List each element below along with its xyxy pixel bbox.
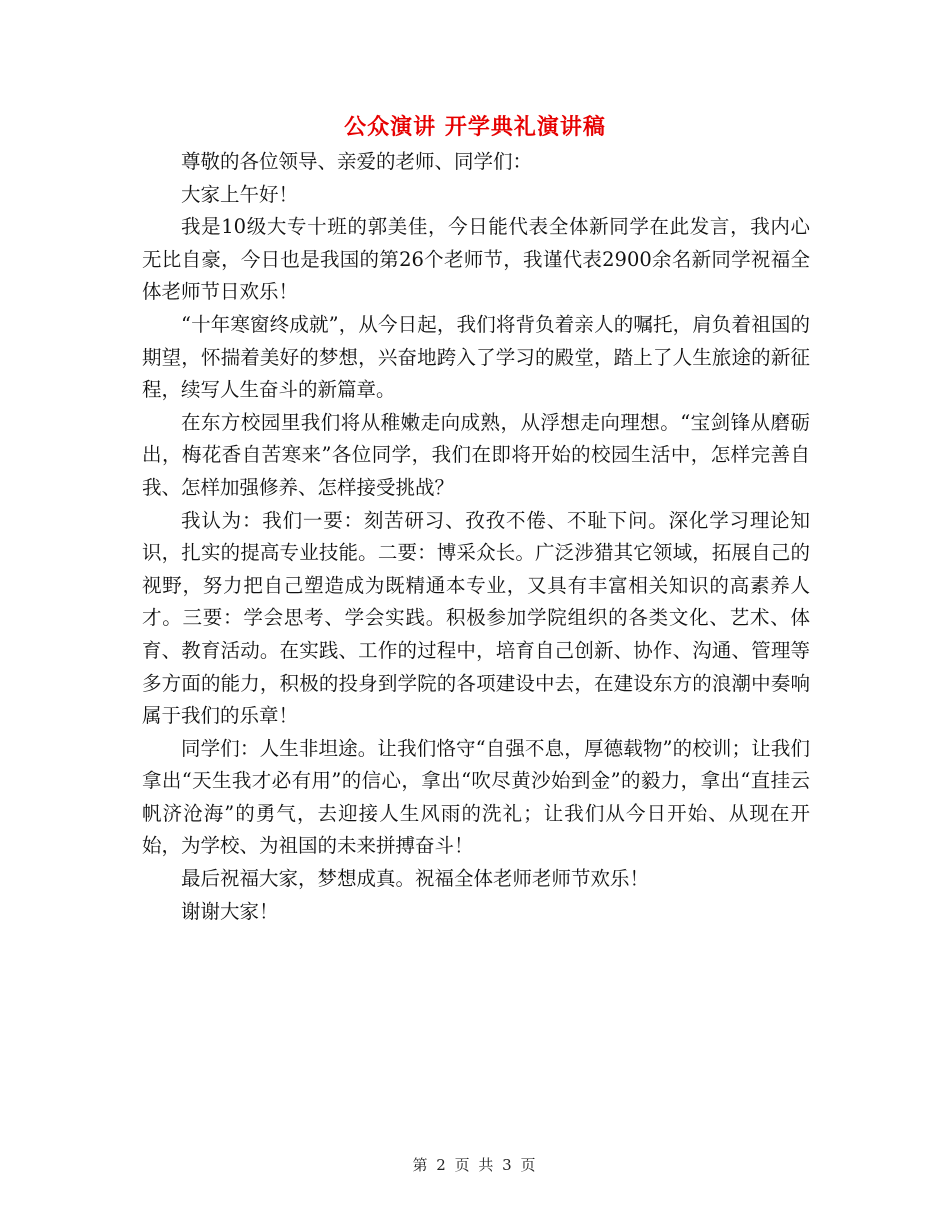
paragraph-three-points: 我认为：我们一要：刻苦研习、孜孜不倦、不耻下问。深化学习理论知识，扎实的提高专业技能。二要：博采众长。广泛涉猎其它领域，拓展自己的视野，努力把自己塑造成为既精通本专业，又具有丰富相关知识的高素养人才。三要：学会思考、学会实践。积极参加学院组织的各类文化、艺术、体育、教育活动。在实践、工作的过程中，培育自己创新、协作、沟通、管理等多方面的能力，积极的投身到学院的各项建设中去，在建设东方的浪潮中奏响属于我们的乐章！ (142, 508, 810, 728)
document-title: 公众演讲 开学典礼演讲稿 (344, 115, 606, 140)
paragraph-closing-wishes: 最后祝福大家，梦想成真。祝福全体老师老师节欢乐！ (181, 867, 650, 891)
paragraph-thanks: 谢谢大家！ (181, 899, 279, 923)
document-body (142, 146, 810, 928)
greeting: 大家上午好！ (181, 182, 299, 206)
page-number-footer: 第 2 页 共 3 页 (412, 1156, 538, 1174)
paragraph-call-to-action: 同学们：人生非坦途。让我们恪守“自强不息，厚德载物”的校训；让我们拿出“天生我才必有用”的信心，拿出“吹尽黄沙始到金”的毅力，拿出“直挂云帆济沧海”的勇气，去迎接人生风雨的洗礼；让我们从今日开始、从现在开始，为学校、为祖国的未来拼搏奋斗！ (142, 736, 810, 858)
paragraph-introduction: 我是10级大专十班的郭美佳，今日能代表全体新同学在此发言，我内心无比自豪，今日也是我国的第26个老师节，我谨代表2900余名新同学祝福全体老师节日欢乐！ (142, 215, 810, 304)
salutation: 尊敬的各位领导、亲爱的老师、同学们： (181, 150, 533, 173)
paragraph-new-journey: “十年寒窗终成就”，从今日起，我们将背负着亲人的嘱托，肩负着祖国的期望，怀揣着美好的梦想，兴奋地跨入了学习的殿堂，踏上了人生旅途的新征程，续写人生奋斗的新篇章。 (142, 312, 810, 402)
paragraph-campus-life: 在东方校园里我们将从稚嫩走向成熟，从浮想走向理想。“宝剑锋从磨砺出，梅花香自苦寒来”各位同学，我们在即将开始的校园生活中，怎样完善自我、怎样加强修养、怎样接受挑战？ (142, 410, 810, 499)
